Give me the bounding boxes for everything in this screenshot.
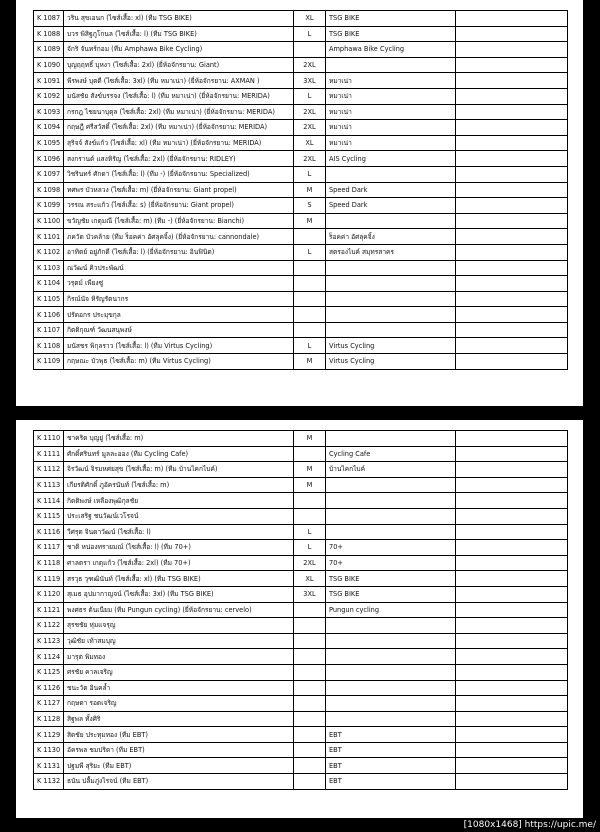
shirt-size — [294, 758, 326, 774]
empty-cell — [456, 649, 568, 665]
shirt-size: L — [294, 540, 326, 556]
rider-name: วรุตม์ เพียงซู่ — [64, 276, 294, 292]
entry-id: K 1104 — [34, 276, 64, 292]
entry-id: K 1116 — [34, 524, 64, 540]
rider-name: มนัสชร พิกุลราว (ไซส์เสื้อ: l) (ทีม Virtus Cycling) — [64, 338, 294, 354]
team-name: หมาเน่า — [326, 135, 456, 151]
table-row — [34, 26, 568, 42]
shirt-size: 2XL — [294, 104, 326, 120]
empty-cell — [456, 307, 568, 323]
shirt-size: 2XL — [294, 151, 326, 167]
rider-name: จิรวัฒน์ จิรมหศยสุข (ไซส์เสื้อ: m) (ทีม บ้านไคกไบค์) — [64, 462, 294, 478]
shirt-size: XL — [294, 11, 326, 27]
empty-cell — [456, 244, 568, 260]
table-row — [34, 493, 568, 509]
shirt-size: L — [294, 26, 326, 42]
shirt-size — [294, 633, 326, 649]
shirt-size: L — [294, 524, 326, 540]
team-name — [326, 213, 456, 229]
shirt-size — [294, 42, 326, 58]
empty-cell — [456, 213, 568, 229]
shirt-size: S — [294, 198, 326, 214]
team-name — [326, 508, 456, 524]
entry-id: K 1130 — [34, 742, 64, 758]
shirt-size — [294, 664, 326, 680]
empty-cell — [456, 586, 568, 602]
empty-cell — [456, 477, 568, 493]
table-row — [34, 135, 568, 151]
table-row — [34, 618, 568, 634]
rider-name: ชาติ หน่องทรายมณ์ (ไซส์เสื้อ: l) (ทีม 70+) — [64, 540, 294, 556]
table-row — [34, 291, 568, 307]
entry-id: K 1113 — [34, 477, 64, 493]
rider-name: ธนัน ปลื้มภู่งไรจน์ (ทีม EBT) — [64, 774, 294, 790]
shirt-size: 2XL — [294, 555, 326, 571]
table-row — [34, 104, 568, 120]
shirt-size — [294, 618, 326, 634]
shirt-size: XL — [294, 571, 326, 587]
empty-cell — [456, 758, 568, 774]
entry-id: K 1101 — [34, 229, 64, 245]
rider-name: กิตติพงษ์ เหลืองพุฒิกุลชัย — [64, 493, 294, 509]
entry-id: K 1131 — [34, 758, 64, 774]
entry-id: K 1110 — [34, 431, 64, 447]
table-row — [34, 307, 568, 323]
team-name — [326, 618, 456, 634]
shirt-size — [294, 260, 326, 276]
empty-cell — [456, 727, 568, 743]
table-row — [34, 649, 568, 665]
entry-id: K 1090 — [34, 57, 64, 73]
entry-id: K 1123 — [34, 633, 64, 649]
empty-cell — [456, 276, 568, 292]
team-name: Virtus Cycling — [326, 354, 456, 370]
entry-id: K 1111 — [34, 446, 64, 462]
team-name: หมาเน่า — [326, 88, 456, 104]
rider-name: วรรณ สระแก้ว (ไซส์เสื้อ: s) (ยี่ห้อจักรยาน: Giant propel) — [64, 198, 294, 214]
table-row — [34, 88, 568, 104]
entry-id: K 1112 — [34, 462, 64, 478]
empty-cell — [456, 571, 568, 587]
team-name: สตรองไบค์ สมุทรสาคร — [326, 244, 456, 260]
entry-id: K 1117 — [34, 540, 64, 556]
team-name: 70+ — [326, 540, 456, 556]
rider-name: สุริจจ์ สังข์แก้ว (ไซส์เสื้อ: xl) (ทีม หมาเน่า) (ยี่ห้อจักรยาน: MERIDA) — [64, 135, 294, 151]
team-name — [326, 431, 456, 447]
team-name: หมาเน่า — [326, 104, 456, 120]
table-row — [34, 260, 568, 276]
shirt-size — [294, 493, 326, 509]
entry-id: K 1128 — [34, 711, 64, 727]
entry-id: K 1093 — [34, 104, 64, 120]
entry-id: K 1121 — [34, 602, 64, 618]
entry-id: K 1126 — [34, 680, 64, 696]
rider-name: ศรชัย คาลเจริญ — [64, 664, 294, 680]
team-name — [326, 711, 456, 727]
shirt-size: XL — [294, 135, 326, 151]
empty-cell — [456, 742, 568, 758]
table-row — [34, 354, 568, 370]
entry-id: K 1103 — [34, 260, 64, 276]
rider-name: ณวัฒน์ คิวประพัฒน์ — [64, 260, 294, 276]
empty-cell — [456, 338, 568, 354]
entry-id: K 1100 — [34, 213, 64, 229]
watermark-text: [1080x1468] https://upic.me/ — [463, 820, 596, 830]
empty-cell — [456, 664, 568, 680]
shirt-size — [294, 446, 326, 462]
entry-id: K 1094 — [34, 120, 64, 136]
shirt-size — [294, 229, 326, 245]
shirt-size — [294, 322, 326, 338]
team-name — [326, 649, 456, 665]
table-row — [34, 758, 568, 774]
shirt-size: 2XL — [294, 57, 326, 73]
table-row — [34, 462, 568, 478]
entry-id: K 1122 — [34, 618, 64, 634]
table-row — [34, 322, 568, 338]
rider-name: กฤษณะ บัวพุธ (ไซส์เสื้อ: m) (ทีม Virtus Cycling) — [64, 354, 294, 370]
empty-cell — [456, 555, 568, 571]
table-row — [34, 664, 568, 680]
rider-name: สุเมธ อุปมากาญจน์ (ไซส์เสื้อ: 3xl) (ทีม TSG BIKE) — [64, 586, 294, 602]
empty-cell — [456, 711, 568, 727]
shirt-size: 3XL — [294, 73, 326, 89]
table-row — [34, 431, 568, 447]
empty-cell — [456, 88, 568, 104]
empty-cell — [456, 493, 568, 509]
rider-name: กิตติกุณฑ์ วัฒนสนุพงษ์ — [64, 322, 294, 338]
empty-cell — [456, 26, 568, 42]
team-name — [326, 524, 456, 540]
table-row — [34, 213, 568, 229]
entry-id: K 1091 — [34, 73, 64, 89]
table-row — [34, 540, 568, 556]
entry-id: K 1132 — [34, 774, 64, 790]
team-name: Speed Dark — [326, 198, 456, 214]
table-row — [34, 571, 568, 587]
table-row — [34, 727, 568, 743]
shirt-size — [294, 742, 326, 758]
empty-cell — [456, 618, 568, 634]
team-name — [326, 477, 456, 493]
rider-name: วริน สุขเอนก (ไซส์เสื้อ: xl) (ทีม TSG BIKE) — [64, 11, 294, 27]
shirt-size — [294, 307, 326, 323]
shirt-size: M — [294, 213, 326, 229]
team-name — [326, 276, 456, 292]
entry-id: K 1124 — [34, 649, 64, 665]
shirt-size — [294, 508, 326, 524]
shirt-size: 2XL — [294, 120, 326, 136]
empty-cell — [456, 633, 568, 649]
empty-cell — [456, 508, 568, 524]
team-name — [326, 322, 456, 338]
rider-name: อัครพล ชมปริดา (ทีม EBT) — [64, 742, 294, 758]
rider-name: ทศพร บัวหลวง (ไซส์เสื้อ: m) (ยี่ห้อจักรยาน: Giant propel) — [64, 182, 294, 198]
shirt-size: M — [294, 477, 326, 493]
empty-cell — [456, 462, 568, 478]
table-row — [34, 446, 568, 462]
table-row — [34, 244, 568, 260]
table-row — [34, 57, 568, 73]
rider-name: ปรัดอกร ประมุขกุล — [64, 307, 294, 323]
empty-cell — [456, 680, 568, 696]
rider-name: สิฐพล ทั้งศิริ — [64, 711, 294, 727]
registration-table-2 — [33, 430, 568, 790]
empty-cell — [456, 431, 568, 447]
team-name — [326, 696, 456, 712]
table-row — [34, 696, 568, 712]
table-row — [34, 680, 568, 696]
empty-cell — [456, 602, 568, 618]
entry-id: K 1119 — [34, 571, 64, 587]
team-name: TSG BIKE — [326, 11, 456, 27]
shirt-size — [294, 711, 326, 727]
table-row — [34, 508, 568, 524]
team-name: Cycling Cafe — [326, 446, 456, 462]
team-name: บ้านไคกไบค์ — [326, 462, 456, 478]
team-name — [326, 260, 456, 276]
table-row — [34, 151, 568, 167]
empty-cell — [456, 11, 568, 27]
entry-id: K 1095 — [34, 135, 64, 151]
rider-name: พงศธร ต้นเนียม (ทีม Pungun cycling) (ยี่ห้อจักรยาน: cervelo) — [64, 602, 294, 618]
team-name: 70+ — [326, 555, 456, 571]
entry-id: K 1106 — [34, 307, 64, 323]
rider-name: วิชรินทร์ ศักดา (ไซส์เสื้อ: l) (ทีม -) (ยี่ห้อจักรยาน: Specialized) — [64, 166, 294, 182]
rider-name: สรวุธ วุฑฒินันท์ (ไซส์เสื้อ: xl) (ทีม TSG BIKE) — [64, 571, 294, 587]
table-row — [34, 42, 568, 58]
entry-id: K 1089 — [34, 42, 64, 58]
team-name — [326, 664, 456, 680]
shirt-size: L — [294, 166, 326, 182]
rider-name: วีศรุต จินดาวัฒน์ (ไซส์เสื้อ: l) — [64, 524, 294, 540]
rider-name: ชนะวัต อินคล้ำ — [64, 680, 294, 696]
team-name: EBT — [326, 727, 456, 743]
registration-table-1 — [33, 10, 568, 370]
team-name — [326, 633, 456, 649]
shirt-size — [294, 649, 326, 665]
team-name — [326, 680, 456, 696]
document-page-2 — [16, 420, 583, 818]
rider-name: ปฐมพี สุริยะ (ทีม EBT) — [64, 758, 294, 774]
empty-cell — [456, 198, 568, 214]
table-row — [34, 11, 568, 27]
entry-id: K 1115 — [34, 508, 64, 524]
table-row — [34, 120, 568, 136]
shirt-size: M — [294, 182, 326, 198]
table-row — [34, 524, 568, 540]
shirt-size — [294, 774, 326, 790]
rider-name: จักริ จันทร์กอม (ทีม Amphawa Bike Cycling) — [64, 42, 294, 58]
entry-id: K 1129 — [34, 727, 64, 743]
team-name: หมาเน่า — [326, 120, 456, 136]
shirt-size: M — [294, 462, 326, 478]
table-row — [34, 477, 568, 493]
empty-cell — [456, 354, 568, 370]
rider-name: ภควัต บัวคล้าย (ทีม ร็อคค่า อัศลุคจิ้ง) (ยี่ห้อจักรยาน: cannondale) — [64, 229, 294, 245]
table-row — [34, 182, 568, 198]
entry-id: K 1108 — [34, 338, 64, 354]
table-row — [34, 166, 568, 182]
rider-name: สิดชัย ประทุมทอง (ทีม EBT) — [64, 727, 294, 743]
team-name — [326, 307, 456, 323]
rider-name: อาทิตย์ อยู่ภักดี (ไซส์เสื้อ: l) (ยี่ห้อจักรยาน: อินฟินิต) — [64, 244, 294, 260]
shirt-size — [294, 727, 326, 743]
table-row — [34, 555, 568, 571]
empty-cell — [456, 151, 568, 167]
team-name: หมาเน่า — [326, 73, 456, 89]
empty-cell — [456, 446, 568, 462]
empty-cell — [456, 260, 568, 276]
rider-name: เกียรติศักดิ์ ภูอัครนันท์ (ไซส์เสื้อ: m) — [64, 477, 294, 493]
empty-cell — [456, 774, 568, 790]
rider-name: ขวัญชัย เกตุมณี (ไซส์เสื้อ: m) (ทีม -) (ยี่ห้อจักรยาน: Bianchi) — [64, 213, 294, 229]
shirt-size — [294, 602, 326, 618]
rider-name: กรกฎ ไชยนาบุตุล (ไซส์เสื้อ: 2xl) (ทีม หมาเน่า) (ยี่ห้อจักรยาน: MERIDA) — [64, 104, 294, 120]
team-name: EBT — [326, 774, 456, 790]
rider-name: กฤษดา รอดเจริญ — [64, 696, 294, 712]
shirt-size — [294, 680, 326, 696]
entry-id: K 1105 — [34, 291, 64, 307]
rider-name: บวร พิสิฐภูโกนล (ไซส์เสื้อ: l) (ทีม TSG BIKE) — [64, 26, 294, 42]
entry-id: K 1096 — [34, 151, 64, 167]
entry-id: K 1114 — [34, 493, 64, 509]
team-name: ร็อคค่า อัศลุคจิ้ง — [326, 229, 456, 245]
empty-cell — [456, 135, 568, 151]
entry-id: K 1125 — [34, 664, 64, 680]
entry-id: K 1107 — [34, 322, 64, 338]
team-name: TSG BIKE — [326, 571, 456, 587]
shirt-size: M — [294, 431, 326, 447]
empty-cell — [456, 73, 568, 89]
entry-id: K 1097 — [34, 166, 64, 182]
rider-name: มารุต พิมทอง — [64, 649, 294, 665]
team-name: Pungun cycling — [326, 602, 456, 618]
entry-id: K 1088 — [34, 26, 64, 42]
team-name: Virtus Cycling — [326, 338, 456, 354]
rider-name: บุญฤฤทธิ์ บุหงา (ไซส์เสื้อ: 2xl) (ยี่ห้อจักรยาน: Giant) — [64, 57, 294, 73]
table-row — [34, 276, 568, 292]
document-page-1 — [16, 0, 583, 406]
empty-cell — [456, 540, 568, 556]
team-name: EBT — [326, 758, 456, 774]
entry-id: K 1099 — [34, 198, 64, 214]
entry-id: K 1109 — [34, 354, 64, 370]
shirt-size — [294, 696, 326, 712]
entry-id: K 1092 — [34, 88, 64, 104]
team-name — [326, 493, 456, 509]
rider-name: กฤษฎี ศรีสวัสดิ์ (ไซส์เสื้อ: 2xl) (ทีม หมาเน่า) (ยี่ห้อจักรยาน: MERIDA) — [64, 120, 294, 136]
rider-name: ประเสริฐ ชนวัฒน์เวโรจน์ — [64, 508, 294, 524]
shirt-size: L — [294, 88, 326, 104]
table-row — [34, 586, 568, 602]
shirt-size: 3XL — [294, 586, 326, 602]
shirt-size: L — [294, 244, 326, 260]
empty-cell — [456, 57, 568, 73]
table-row — [34, 73, 568, 89]
rider-name: กิรณ์นัจ หิรัญรัตนากร — [64, 291, 294, 307]
team-name: AIS Cycling — [326, 151, 456, 167]
empty-cell — [456, 120, 568, 136]
table-row — [34, 742, 568, 758]
table-row — [34, 633, 568, 649]
team-name: Speed Dark — [326, 182, 456, 198]
rider-name: วุฒิชัย เท้าสมบุญ — [64, 633, 294, 649]
shirt-size: M — [294, 354, 326, 370]
table-row — [34, 711, 568, 727]
empty-cell — [456, 166, 568, 182]
entry-id: K 1127 — [34, 696, 64, 712]
rider-name: ศาลตรา เกตุแก้ว (ไซส์เสื้อ: 2xl) (ทีม 70+) — [64, 555, 294, 571]
rider-name: พีรพงษ์ บุตดี (ไซส์เสื้อ: 3xl) (ทีม หมาเน่า) (ยี่ห้อจักรยาน: AXMAN ) — [64, 73, 294, 89]
team-name: EBT — [326, 742, 456, 758]
table-row — [34, 774, 568, 790]
shirt-size: L — [294, 338, 326, 354]
rider-name: ศักดิ์ศรินทร์ มูลละออง (ทีม Cycling Cafe) — [64, 446, 294, 462]
entry-id: K 1118 — [34, 555, 64, 571]
empty-cell — [456, 524, 568, 540]
rider-name: มนัสชัย สังข์บรรจง (ไซส์เสื้อ: l) (ทีม หมาเน่า) (ยี่ห้อจักรยาน: MERIDA) — [64, 88, 294, 104]
shirt-size — [294, 291, 326, 307]
table-row — [34, 602, 568, 618]
team-name: TSG BIKE — [326, 26, 456, 42]
entry-id: K 1102 — [34, 244, 64, 260]
team-name — [326, 166, 456, 182]
empty-cell — [456, 182, 568, 198]
empty-cell — [456, 229, 568, 245]
empty-cell — [456, 104, 568, 120]
entry-id: K 1087 — [34, 11, 64, 27]
shirt-size — [294, 276, 326, 292]
team-name — [326, 291, 456, 307]
rider-name: สุรชชัย หุ่มแจรุญ — [64, 618, 294, 634]
empty-cell — [456, 696, 568, 712]
empty-cell — [456, 291, 568, 307]
table-row — [34, 338, 568, 354]
team-name: TSG BIKE — [326, 586, 456, 602]
empty-cell — [456, 322, 568, 338]
entry-id: K 1120 — [34, 586, 64, 602]
team-name: Amphawa Bike Cycling — [326, 42, 456, 58]
empty-cell — [456, 42, 568, 58]
rider-name: สงกรานต์ แสงหิรัญ (ไซส์เสื้อ: 2xl) (ยี่ห้อจักรยาน: RIDLEY) — [64, 151, 294, 167]
entry-id: K 1098 — [34, 182, 64, 198]
team-name — [326, 57, 456, 73]
table-row — [34, 229, 568, 245]
table-row — [34, 198, 568, 214]
rider-name: ชาคริต บุญยู่ (ไซส์เสื้อ: m) — [64, 431, 294, 447]
